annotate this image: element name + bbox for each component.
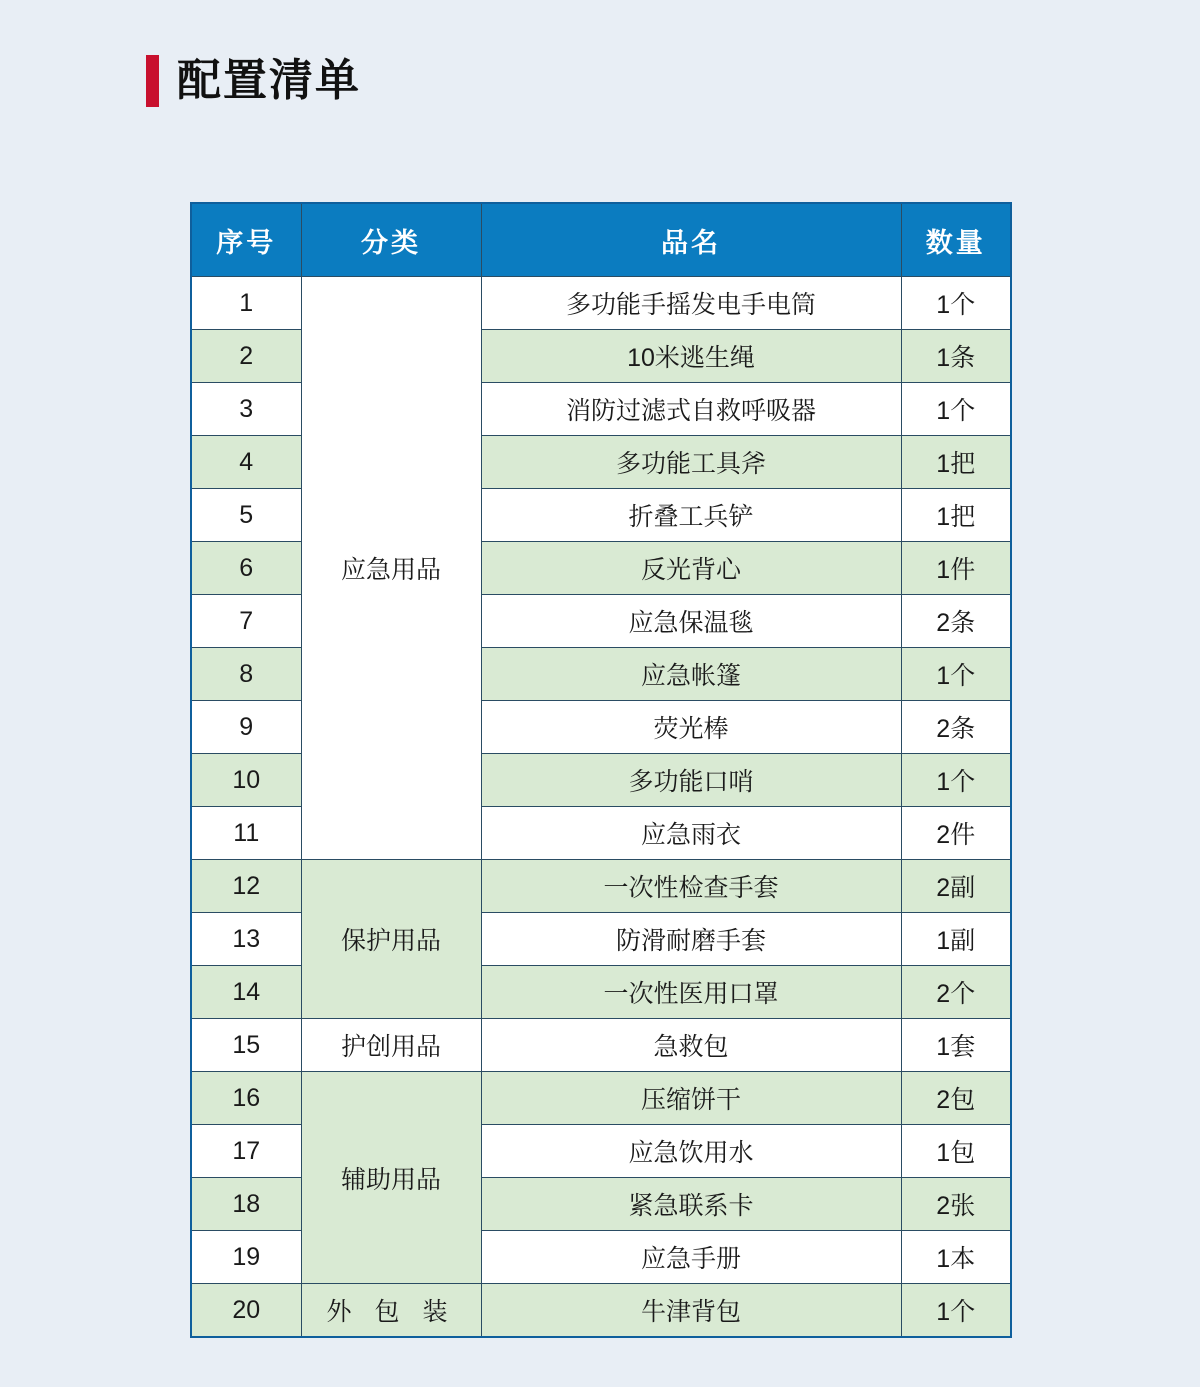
cell-item-name: 应急帐篷 bbox=[481, 648, 901, 701]
table-body bbox=[191, 277, 1011, 1338]
cell-index: 4 bbox=[191, 436, 301, 489]
cell-item-name: 防滑耐磨手套 bbox=[481, 913, 901, 966]
cell-quantity: 1件 bbox=[901, 542, 1011, 595]
table-row bbox=[191, 277, 1011, 330]
cell-index: 9 bbox=[191, 701, 301, 754]
cell-index: 5 bbox=[191, 489, 301, 542]
column-header-category: 分类 bbox=[301, 203, 481, 277]
cell-index: 17 bbox=[191, 1125, 301, 1178]
title-accent-bar bbox=[146, 55, 159, 107]
cell-quantity: 2个 bbox=[901, 966, 1011, 1019]
cell-index: 19 bbox=[191, 1231, 301, 1284]
cell-item-name: 一次性检查手套 bbox=[481, 860, 901, 913]
cell-item-name: 多功能工具斧 bbox=[481, 436, 901, 489]
table-row bbox=[191, 860, 1011, 913]
cell-index: 6 bbox=[191, 542, 301, 595]
table-row bbox=[191, 1284, 1011, 1338]
table-header bbox=[191, 203, 1011, 277]
column-header-item: 品名 bbox=[481, 203, 901, 277]
cell-quantity: 1包 bbox=[901, 1125, 1011, 1178]
cell-index: 18 bbox=[191, 1178, 301, 1231]
cell-index: 7 bbox=[191, 595, 301, 648]
cell-quantity: 2件 bbox=[901, 807, 1011, 860]
cell-item-name: 多功能口哨 bbox=[481, 754, 901, 807]
cell-index: 1 bbox=[191, 277, 301, 330]
cell-quantity: 1个 bbox=[901, 383, 1011, 436]
table-header-row bbox=[191, 203, 1011, 277]
cell-index: 8 bbox=[191, 648, 301, 701]
config-list-table-wrapper bbox=[190, 202, 1010, 1338]
cell-index: 14 bbox=[191, 966, 301, 1019]
cell-quantity: 1副 bbox=[901, 913, 1011, 966]
column-header-quantity: 数量 bbox=[901, 203, 1011, 277]
table-row bbox=[191, 1019, 1011, 1072]
cell-index: 11 bbox=[191, 807, 301, 860]
cell-item-name: 压缩饼干 bbox=[481, 1072, 901, 1125]
cell-item-name: 折叠工兵铲 bbox=[481, 489, 901, 542]
cell-index: 16 bbox=[191, 1072, 301, 1125]
page-title bbox=[146, 55, 361, 107]
cell-quantity: 2条 bbox=[901, 701, 1011, 754]
cell-index: 15 bbox=[191, 1019, 301, 1072]
cell-category: 外 包 装 bbox=[301, 1284, 481, 1338]
cell-item-name: 应急保温毯 bbox=[481, 595, 901, 648]
cell-category: 护创用品 bbox=[301, 1019, 481, 1072]
cell-category: 保护用品 bbox=[301, 860, 481, 1019]
cell-item-name: 消防过滤式自救呼吸器 bbox=[481, 383, 901, 436]
cell-quantity: 2条 bbox=[901, 595, 1011, 648]
config-list-table bbox=[190, 202, 1012, 1338]
page-title-text: 配置清单 bbox=[177, 56, 361, 105]
cell-quantity: 1个 bbox=[901, 648, 1011, 701]
cell-item-name: 多功能手摇发电手电筒 bbox=[481, 277, 901, 330]
cell-category: 辅助用品 bbox=[301, 1072, 481, 1284]
cell-quantity: 2包 bbox=[901, 1072, 1011, 1125]
cell-item-name: 牛津背包 bbox=[481, 1284, 901, 1338]
cell-quantity: 1条 bbox=[901, 330, 1011, 383]
cell-quantity: 1个 bbox=[901, 1284, 1011, 1338]
cell-item-name: 一次性医用口罩 bbox=[481, 966, 901, 1019]
cell-quantity: 1本 bbox=[901, 1231, 1011, 1284]
cell-index: 10 bbox=[191, 754, 301, 807]
cell-item-name: 10米逃生绳 bbox=[481, 330, 901, 383]
cell-quantity: 1套 bbox=[901, 1019, 1011, 1072]
cell-category: 应急用品 bbox=[301, 277, 481, 860]
cell-item-name: 应急雨衣 bbox=[481, 807, 901, 860]
cell-quantity: 2副 bbox=[901, 860, 1011, 913]
cell-index: 3 bbox=[191, 383, 301, 436]
table-row bbox=[191, 1072, 1011, 1125]
cell-quantity: 2张 bbox=[901, 1178, 1011, 1231]
cell-item-name: 应急手册 bbox=[481, 1231, 901, 1284]
cell-quantity: 1个 bbox=[901, 754, 1011, 807]
cell-item-name: 紧急联系卡 bbox=[481, 1178, 901, 1231]
cell-quantity: 1把 bbox=[901, 489, 1011, 542]
cell-item-name: 急救包 bbox=[481, 1019, 901, 1072]
cell-item-name: 荧光棒 bbox=[481, 701, 901, 754]
cell-index: 13 bbox=[191, 913, 301, 966]
cell-item-name: 应急饮用水 bbox=[481, 1125, 901, 1178]
cell-index: 20 bbox=[191, 1284, 301, 1338]
cell-quantity: 1个 bbox=[901, 277, 1011, 330]
cell-index: 2 bbox=[191, 330, 301, 383]
cell-item-name: 反光背心 bbox=[481, 542, 901, 595]
cell-index: 12 bbox=[191, 860, 301, 913]
cell-quantity: 1把 bbox=[901, 436, 1011, 489]
column-header-index: 序号 bbox=[191, 203, 301, 277]
